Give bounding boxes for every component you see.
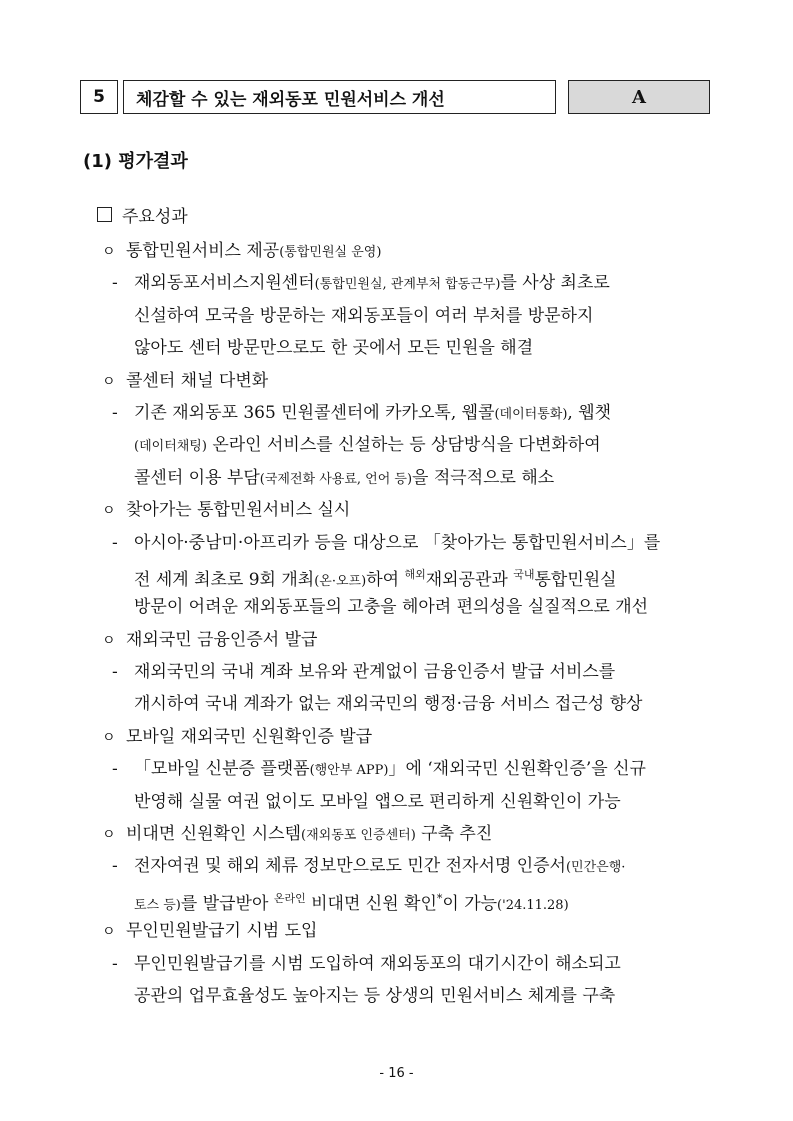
detail-line: - 「모바일 신분증 플랫폼(행안부 APP)」에 ‘재외국민 신원확인증’을 신규 xyxy=(112,759,646,780)
bullet-item xyxy=(96,365,716,397)
section-title-box xyxy=(123,80,556,114)
bullet-text: 콜센터 채널 다변화 xyxy=(126,370,269,391)
bullet-note: (재외동포 인증센터) xyxy=(301,828,416,844)
bullet-text: 모바일 재외국민 신원확인증 발급 xyxy=(126,726,373,747)
bullet-text: 재외국민 금융인증서 발급 xyxy=(126,629,318,650)
detail-line: 개시하여 국내 계좌가 없는 재외국민의 행정·금융 서비스 접근성 향상 xyxy=(134,694,643,715)
bullet-text: 찾아가는 통합민원서비스 실시 xyxy=(126,500,351,521)
circle-bullet-icon: ㅇ xyxy=(102,503,116,520)
detail-line: - 재외동포서비스지원센터(통합민원실, 관계부처 합동근무)를 사상 최초로 xyxy=(112,273,610,294)
section-number: 5 xyxy=(93,87,105,107)
sub-heading-text: 주요성과 xyxy=(122,207,188,227)
bullet-item xyxy=(96,624,716,656)
checkbox-square-icon xyxy=(97,207,112,222)
bullet-item xyxy=(96,721,716,753)
detail-line: - 기존 재외동포 365 민원콜센터에 카카오톡, 웹콜(데이터통화), 웹챗 xyxy=(112,402,612,423)
circle-bullet-icon: ㅇ xyxy=(102,373,116,390)
detail-line: 않아도 센터 방문만으로도 한 곳에서 모든 민원을 해결 xyxy=(134,338,534,359)
detail-line: (데이터채팅) 온라인 서비스를 신설하는 등 상담방식을 다변화하여 xyxy=(134,435,601,456)
circle-bullet-icon: ㅇ xyxy=(102,924,116,941)
grade-box xyxy=(568,80,710,114)
circle-bullet-icon: ㅇ xyxy=(102,729,116,746)
section-number-box xyxy=(80,80,118,114)
content-body xyxy=(96,235,716,1012)
section-heading: (1) 평가결과 xyxy=(83,151,188,172)
detail-line: - 아시아·중남미·아프리카 등을 대상으로 「찾아가는 통합민원서비스」를 xyxy=(112,532,661,553)
detail-line: - 재외국민의 국내 계좌 보유와 관계없이 금융인증서 발급 서비스를 xyxy=(112,662,616,683)
section-title: 체감할 수 있는 재외동포 민원서비스 개선 xyxy=(136,89,445,110)
bullet-note: (통합민원실 운영) xyxy=(279,245,382,260)
detail-line: 콜센터 이용 부담(국제전화 사용료, 언어 등)을 적극적으로 해소 xyxy=(134,467,555,488)
detail-line: 토스 등)를 발급받아 $^{온라인}$ 비대면 신원 확인*이 가능('24.11.28) xyxy=(134,891,569,914)
bullet-item xyxy=(96,235,716,267)
bullet-text: 통합민원서비스 제공 xyxy=(126,241,280,261)
circle-bullet-icon: ㅇ xyxy=(102,827,116,844)
page-number: - 16 - xyxy=(379,1066,414,1081)
sub-heading xyxy=(97,202,188,227)
detail-line: 신설하여 모국을 방문하는 재외동포들이 여러 부처를 방문하지 xyxy=(134,305,594,326)
detail-line: 반영해 실물 여권 없이도 모바일 앱으로 편리하게 신원확인이 가능 xyxy=(134,791,621,812)
grade-value: A xyxy=(632,86,646,108)
bullet-item: ㅇ 비대면 신원확인 시스템(재외동포 인증센터) 구축 추진 xyxy=(96,818,716,850)
detail-line: - 무인민원발급기를 시범 도입하여 재외동포의 대기시간이 해소되고 xyxy=(112,953,621,974)
bullet-text: 무인민원발급기 시범 도입 xyxy=(126,921,318,942)
detail-line: 공관의 업무효율성도 높아지는 등 상생의 민원서비스 체계를 구축 xyxy=(134,985,616,1006)
detail-line: - 전자여권 및 해외 체류 정보만으로도 민간 전자서명 인증서(민간은행· xyxy=(112,856,626,877)
detail-line: 방문이 어려운 재외동포들의 고충을 헤아려 편의성을 실질적으로 개선 xyxy=(134,597,649,618)
bullet-item xyxy=(96,915,716,947)
bullet-text: 비대면 신원확인 시스템 xyxy=(126,824,302,845)
bullet-item xyxy=(96,494,716,526)
detail-line: 전 세계 최초로 9회 개최(온·오프)하여 $^{해외}$재외공관과 $^{국내}$통합민원실 xyxy=(134,567,617,590)
circle-bullet-icon: ㅇ xyxy=(102,632,116,649)
circle-bullet-icon: ㅇ xyxy=(102,244,116,260)
